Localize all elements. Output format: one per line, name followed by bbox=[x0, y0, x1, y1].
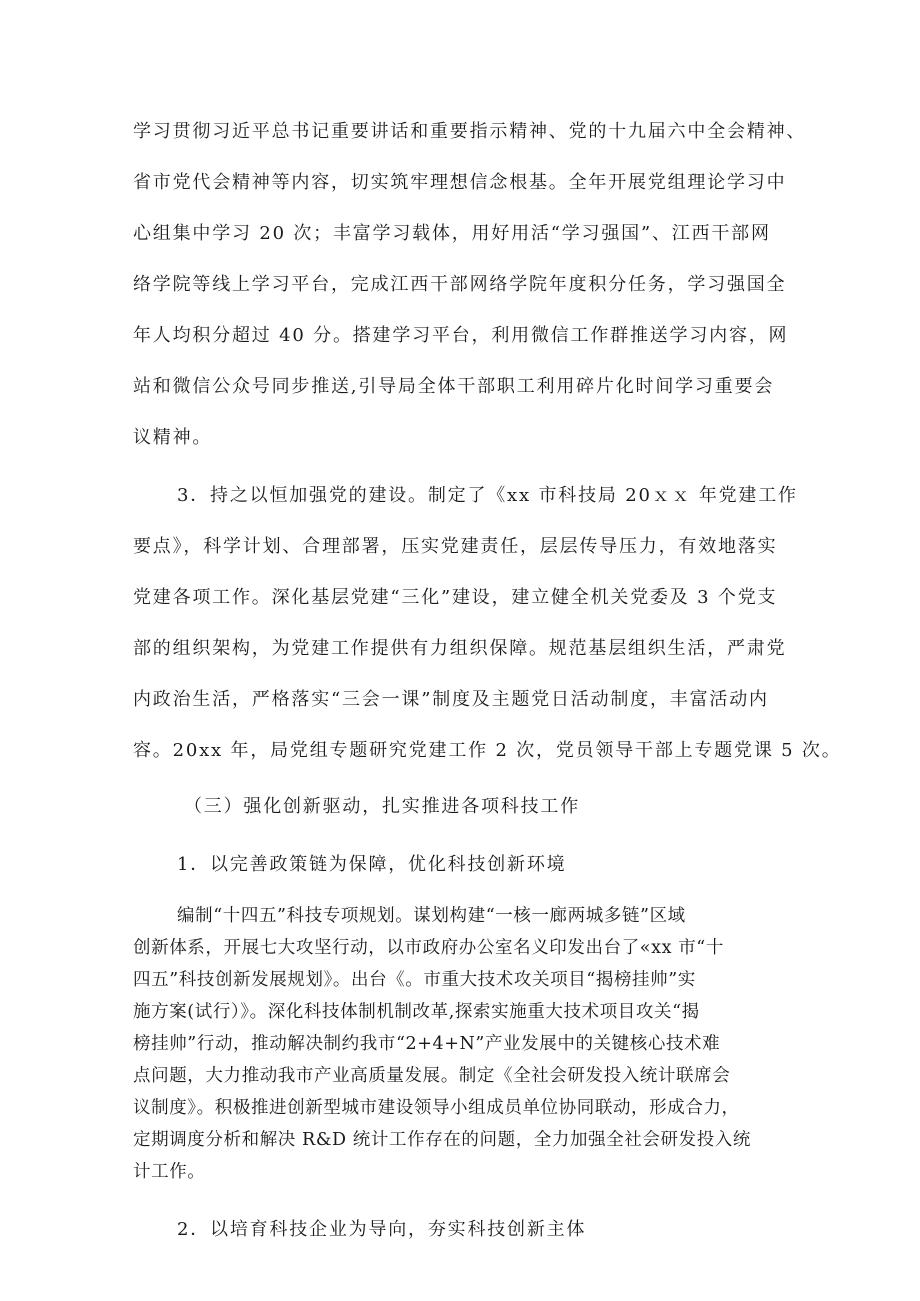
para2-line-5: 内政治生活，严格落实“三会一课”制度及主题党日活动制度，丰富活动内 bbox=[133, 689, 769, 710]
para1-line-3: 心组集中学习 20 次；丰富学习载体，用好用活“学习强国”、江西干部网 bbox=[133, 223, 771, 244]
para3-line-8: 定期调度分析和解决 R&D 统计工作存在的问题，全力加强全社会研发投入统 bbox=[133, 1130, 752, 1150]
para2-line-1: 3．持之以恒加强党的建设。制定了《xx 市科技局 20ｘｘ 年党建工作 bbox=[177, 485, 798, 506]
para3-line-7: 议制度》。积极推进创新型城市建设领导小组成员单位协同联动，形成合力， bbox=[133, 1098, 740, 1118]
subheading-2: 2．以培育科技企业为导向，夯实科技创新主体 bbox=[177, 1219, 587, 1240]
para3-line-4: 施方案(试行）》。深化科技体制机制改革,探索实施重大技术项目攻关“揭 bbox=[133, 1002, 700, 1022]
para2-line-6: 容。20xx 年，局党组专题研究党建工作 2 次，党员领导干部上专题党课 5 次。 bbox=[133, 740, 842, 761]
para3-line-9: 计工作。 bbox=[133, 1162, 206, 1182]
para1-line-4: 络学院等线上学习平台，完成江西干部网络学院年度积分任务，学习强国全 bbox=[133, 274, 787, 295]
para3-line-1: 编制“十四五”科技专项规划。谋划构建“一核一廊两城多链”区域 bbox=[177, 906, 686, 926]
section-heading-3: （三）强化创新驱动，扎实推进各项科技工作 bbox=[184, 796, 580, 817]
para3-line-2: 创新体系，开展七大攻坚行动，以市政府办公室名义印发出台了«xx 市“十 bbox=[133, 938, 724, 958]
para1-line-2: 省市党代会精神等内容，切实筑牢理想信念根基。全年开展党组理论学习中 bbox=[133, 172, 787, 193]
para1-line-6: 站和微信公众号同步推送,引导局全体干部职工利用碎片化时间学习重要会 bbox=[133, 376, 775, 397]
para3-line-5: 榜挂帅”行动，推动解决制约我市“2+4+N”产业发展中的关键核心技术难 bbox=[133, 1034, 721, 1054]
para1-line-1: 学习贯彻习近平总书记重要讲话和重要指示精神、党的十九届六中全会精神、 bbox=[133, 121, 807, 142]
para3-line-6: 点问题，大力推动我市产业高质量发展。制定《全社会研发投入统计联席会 bbox=[133, 1066, 731, 1086]
para2-line-4: 部的组织架构，为党建工作提供有力组织保障。规范基层组织生活，严肃党 bbox=[133, 638, 787, 659]
para2-line-2: 要点》，科学计划、合理部署，压实党建责任，层层传导压力，有效地落实 bbox=[133, 536, 778, 557]
para1-line-7: 议精神。 bbox=[133, 427, 213, 448]
para1-line-5: 年人均积分超过 40 分。搭建学习平台，利用微信工作群推送学习内容，网 bbox=[133, 325, 789, 346]
para2-line-3: 党建各项工作。深化基层党建“三化”建设，建立健全机关党委及 3 个党支 bbox=[133, 587, 778, 608]
subheading-1: 1．以完善政策链为保障，优化科技创新环境 bbox=[177, 854, 567, 875]
para3-line-3: 四五”科技创新发展规划》。出台《。市重大技术攻关项目“揭榜挂帅”实 bbox=[133, 970, 696, 990]
